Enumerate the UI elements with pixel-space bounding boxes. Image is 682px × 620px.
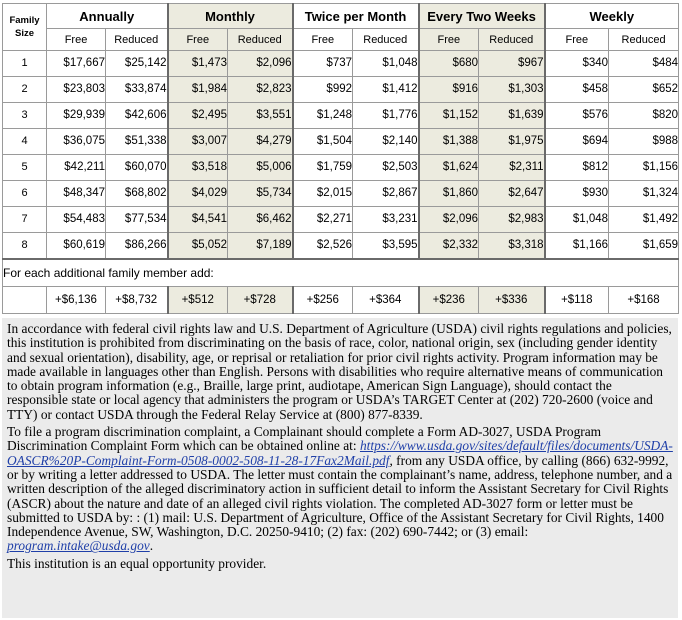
income-value-cell: $6,462 [228, 206, 293, 232]
additional-member-value-cell: +$256 [293, 286, 353, 313]
income-value-cell: $3,007 [168, 128, 228, 154]
income-value-cell: $2,867 [353, 180, 419, 206]
complaint-text-start: To file a program discrimination complaint, a Complainant should complete a Form AD-3027, USDA Program Discrimination Complaint Form which can be obtained online at: [7, 424, 602, 454]
income-value-cell: $988 [609, 128, 679, 154]
income-value-cell: $29,939 [47, 102, 106, 128]
additional-member-value-cell: +$336 [479, 286, 545, 313]
income-value-cell: $2,271 [293, 206, 353, 232]
family-size-cell: 4 [3, 128, 47, 154]
income-value-cell: $1,492 [609, 206, 679, 232]
group-header-weekly: Weekly [545, 4, 679, 29]
table-row [3, 76, 679, 102]
income-value-cell: $916 [419, 76, 479, 102]
income-value-cell: $1,248 [293, 102, 353, 128]
income-value-cell: $48,347 [47, 180, 106, 206]
income-value-cell: $51,338 [106, 128, 168, 154]
income-value-cell: $3,231 [353, 206, 419, 232]
additional-member-label: For each additional family member add: [3, 259, 679, 287]
family-size-header-line2: Size [14, 28, 34, 39]
table-row [3, 180, 679, 206]
income-value-cell: $458 [545, 76, 609, 102]
income-value-cell: $68,802 [106, 180, 168, 206]
family-size-cell: 2 [3, 76, 47, 102]
income-value-cell: $2,983 [479, 206, 545, 232]
table-row [3, 102, 679, 128]
income-value-cell: $2,495 [168, 102, 228, 128]
group-header-monthly: Monthly [168, 4, 293, 29]
income-value-cell: $3,595 [353, 232, 419, 259]
sub-header-free: Free [419, 29, 479, 51]
income-value-cell: $1,776 [353, 102, 419, 128]
group-header-annually: Annually [47, 4, 168, 29]
additional-member-value-cell: +$6,136 [47, 286, 106, 313]
nondiscrimination-statement [2, 318, 678, 618]
income-value-cell: $1,860 [419, 180, 479, 206]
income-value-cell: $1,984 [168, 76, 228, 102]
sub-header-reduced: Reduced [609, 29, 679, 51]
complaint-text-middle: , from any USDA office, by calling (866) 632-9992, or by writing a letter addressed to USDA. The letter must contain the complainant’s name, address, telephone number, and a written description of the alleged discriminatory action in sufficient detail to inform the Assistant Secretary for Civil Rights (ASCR) about the nature and date of an alleged civil rights violation. The completed AD-3027 form or letter must be submitted to USDA by: : (1) mail: U.S. Department of Agriculture, Office of the Assistant Secretary for Civil Rights, 1400 Independence Avenue, SW, Washington, D.C. 20250-9410; (2) fax: (202) 690-7442; or (3) email: [7, 452, 673, 540]
family-size-cell: 5 [3, 154, 47, 180]
income-value-cell: $17,667 [47, 51, 106, 77]
income-value-cell: $1,624 [419, 154, 479, 180]
income-value-cell: $33,874 [106, 76, 168, 102]
sub-header-free: Free [545, 29, 609, 51]
income-value-cell: $1,303 [479, 76, 545, 102]
income-value-cell: $60,619 [47, 232, 106, 259]
income-eligibility-table [2, 3, 679, 314]
income-value-cell: $54,483 [47, 206, 106, 232]
table-row [3, 232, 679, 259]
income-value-cell: $652 [609, 76, 679, 102]
income-value-cell: $2,311 [479, 154, 545, 180]
income-value-cell: $2,140 [353, 128, 419, 154]
complaint-form-link[interactable]: https://www.usda.gov/sites/default/files/documents/USDA-OASCR%20P-Complaint-Form-0508-0002-508-11-28-17Fax2Mail.pdf [7, 438, 673, 468]
income-value-cell: $1,388 [419, 128, 479, 154]
additional-member-value-cell: +$118 [545, 286, 609, 313]
income-value-cell: $7,189 [228, 232, 293, 259]
income-value-cell: $992 [293, 76, 353, 102]
additional-member-value-cell: +$168 [609, 286, 679, 313]
email-link[interactable]: program.intake@usda.gov [7, 538, 150, 554]
family-size-cell: 8 [3, 232, 47, 259]
income-value-cell: $4,279 [228, 128, 293, 154]
income-value-cell: $737 [293, 51, 353, 77]
table-row [3, 206, 679, 232]
income-value-cell: $3,318 [479, 232, 545, 259]
table-body [3, 51, 679, 314]
family-size-cell: 1 [3, 51, 47, 77]
income-value-cell: $4,029 [168, 180, 228, 206]
sub-header-free: Free [168, 29, 228, 51]
income-value-cell: $694 [545, 128, 609, 154]
income-value-cell: $2,332 [419, 232, 479, 259]
equal-opportunity-statement: This institution is an equal opportunity provider. [7, 555, 267, 571]
income-value-cell: $1,639 [479, 102, 545, 128]
group-header-twice-per-month: Twice per Month [293, 4, 419, 29]
income-value-cell: $1,412 [353, 76, 419, 102]
sub-header-reduced: Reduced [353, 29, 419, 51]
additional-member-value-cell: +$236 [419, 286, 479, 313]
income-value-cell: $42,211 [47, 154, 106, 180]
group-header-every-two-weeks: Every Two Weeks [419, 4, 545, 29]
income-value-cell: $60,070 [106, 154, 168, 180]
income-value-cell: $1,975 [479, 128, 545, 154]
civil-rights-paragraph: In accordance with federal civil rights law and U.S. Department of Agriculture (USDA) civil rights regulations and policies, this institution is prohibited from discriminating on the basis of race, color, national origin, sex (including gender identity and sexual orientation), disability, age, or reprisal or retaliation for prior civil rights activity. Program information may be made available in languages other than English. Persons with disabilities who require alternative means of communication to obtain program information (e.g., Braille, large print, audiotape, American Sign Language), should contact the responsible state or local agency that administers the program or USDA’s TARGET Center at (202) 720-2600 (voice and TTY) or contact USDA through the Federal Relay Service at (800) 877-8339. [7, 321, 672, 422]
additional-member-size-cell [3, 286, 47, 313]
income-value-cell: $930 [545, 180, 609, 206]
income-value-cell: $1,166 [545, 232, 609, 259]
income-value-cell: $23,803 [47, 76, 106, 102]
income-value-cell: $1,152 [419, 102, 479, 128]
income-value-cell: $5,734 [228, 180, 293, 206]
income-value-cell: $1,659 [609, 232, 679, 259]
additional-member-value-cell: +$512 [168, 286, 228, 313]
income-value-cell: $1,473 [168, 51, 228, 77]
additional-member-value-cell: +$728 [228, 286, 293, 313]
family-size-cell: 6 [3, 180, 47, 206]
family-size-header [3, 4, 47, 51]
income-value-cell: $2,526 [293, 232, 353, 259]
sub-header-free: Free [47, 29, 106, 51]
income-value-cell: $812 [545, 154, 609, 180]
income-value-cell: $820 [609, 102, 679, 128]
table-row [3, 128, 679, 154]
complaint-paragraph [7, 425, 674, 554]
income-value-cell: $5,006 [228, 154, 293, 180]
family-size-cell: 3 [3, 102, 47, 128]
income-value-cell: $2,015 [293, 180, 353, 206]
income-value-cell: $4,541 [168, 206, 228, 232]
income-value-cell: $77,534 [106, 206, 168, 232]
income-value-cell: $967 [479, 51, 545, 77]
income-value-cell: $1,048 [545, 206, 609, 232]
income-value-cell: $1,324 [609, 180, 679, 206]
income-value-cell: $3,518 [168, 154, 228, 180]
income-value-cell: $1,048 [353, 51, 419, 77]
income-value-cell: $340 [545, 51, 609, 77]
income-value-cell: $484 [609, 51, 679, 77]
income-value-cell: $5,052 [168, 232, 228, 259]
sub-header-reduced: Reduced [106, 29, 168, 51]
income-value-cell: $2,096 [419, 206, 479, 232]
income-value-cell: $25,142 [106, 51, 168, 77]
income-value-cell: $3,551 [228, 102, 293, 128]
complaint-text-end: . [149, 538, 154, 554]
income-value-cell: $680 [419, 51, 479, 77]
income-value-cell: $2,096 [228, 51, 293, 77]
income-value-cell: $576 [545, 102, 609, 128]
income-value-cell: $1,156 [609, 154, 679, 180]
income-value-cell: $2,647 [479, 180, 545, 206]
income-value-cell: $1,759 [293, 154, 353, 180]
table-row [3, 51, 679, 77]
additional-member-value-cell: +$8,732 [106, 286, 168, 313]
family-size-cell: 7 [3, 206, 47, 232]
additional-member-value-cell: +$364 [353, 286, 419, 313]
income-value-cell: $36,075 [47, 128, 106, 154]
sub-header-free: Free [293, 29, 353, 51]
income-value-cell: $2,503 [353, 154, 419, 180]
income-value-cell: $42,606 [106, 102, 168, 128]
sub-header-reduced: Reduced [479, 29, 545, 51]
income-value-cell: $86,266 [106, 232, 168, 259]
table-row [3, 154, 679, 180]
sub-header-reduced: Reduced [228, 29, 293, 51]
income-value-cell: $1,504 [293, 128, 353, 154]
additional-member-row [3, 286, 679, 313]
family-size-header-line1: Family [9, 15, 40, 26]
income-value-cell: $2,823 [228, 76, 293, 102]
